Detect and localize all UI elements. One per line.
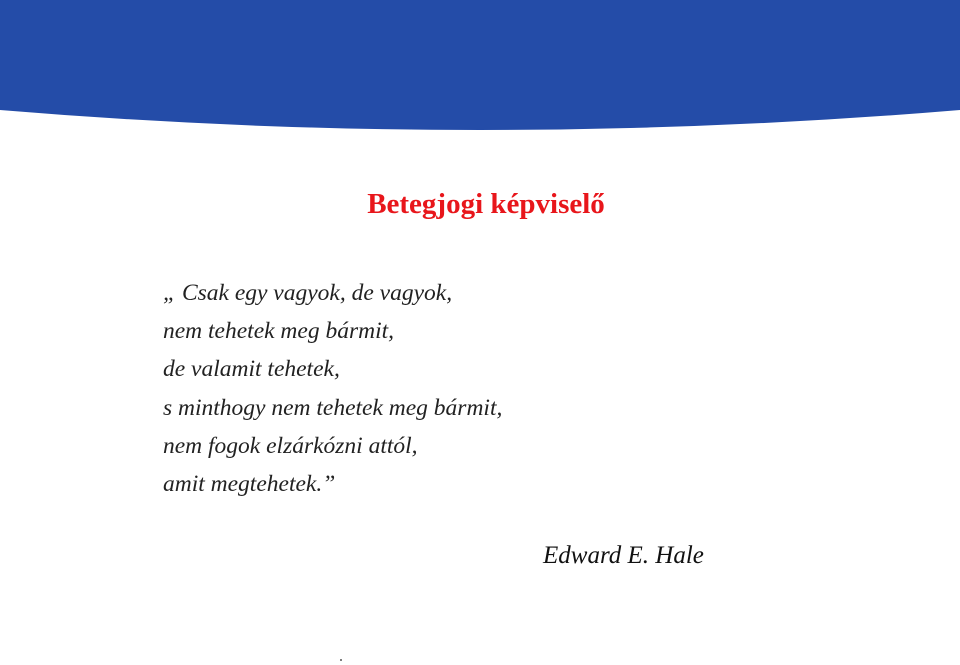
quote-line: „ Csak egy vagyok, de vagyok, <box>163 280 453 306</box>
quote-line: de valamit tehetek, <box>163 356 340 383</box>
quote-block <box>163 276 502 505</box>
footer-dot <box>340 659 342 661</box>
quote-author: Edward E. Hale <box>543 542 704 569</box>
quote-line: nem tehetek meg bármit, <box>163 318 395 345</box>
quote-line: amit megtehetek.” <box>163 470 336 497</box>
quote-line: nem fogok elzárkózni attól, <box>163 432 418 459</box>
quote-line: s minthogy nem tehetek meg bármit, <box>163 394 503 421</box>
slide-title: Betegjogi képviselő <box>367 188 605 220</box>
header-banner-shape <box>0 0 960 130</box>
header-banner <box>0 0 960 135</box>
